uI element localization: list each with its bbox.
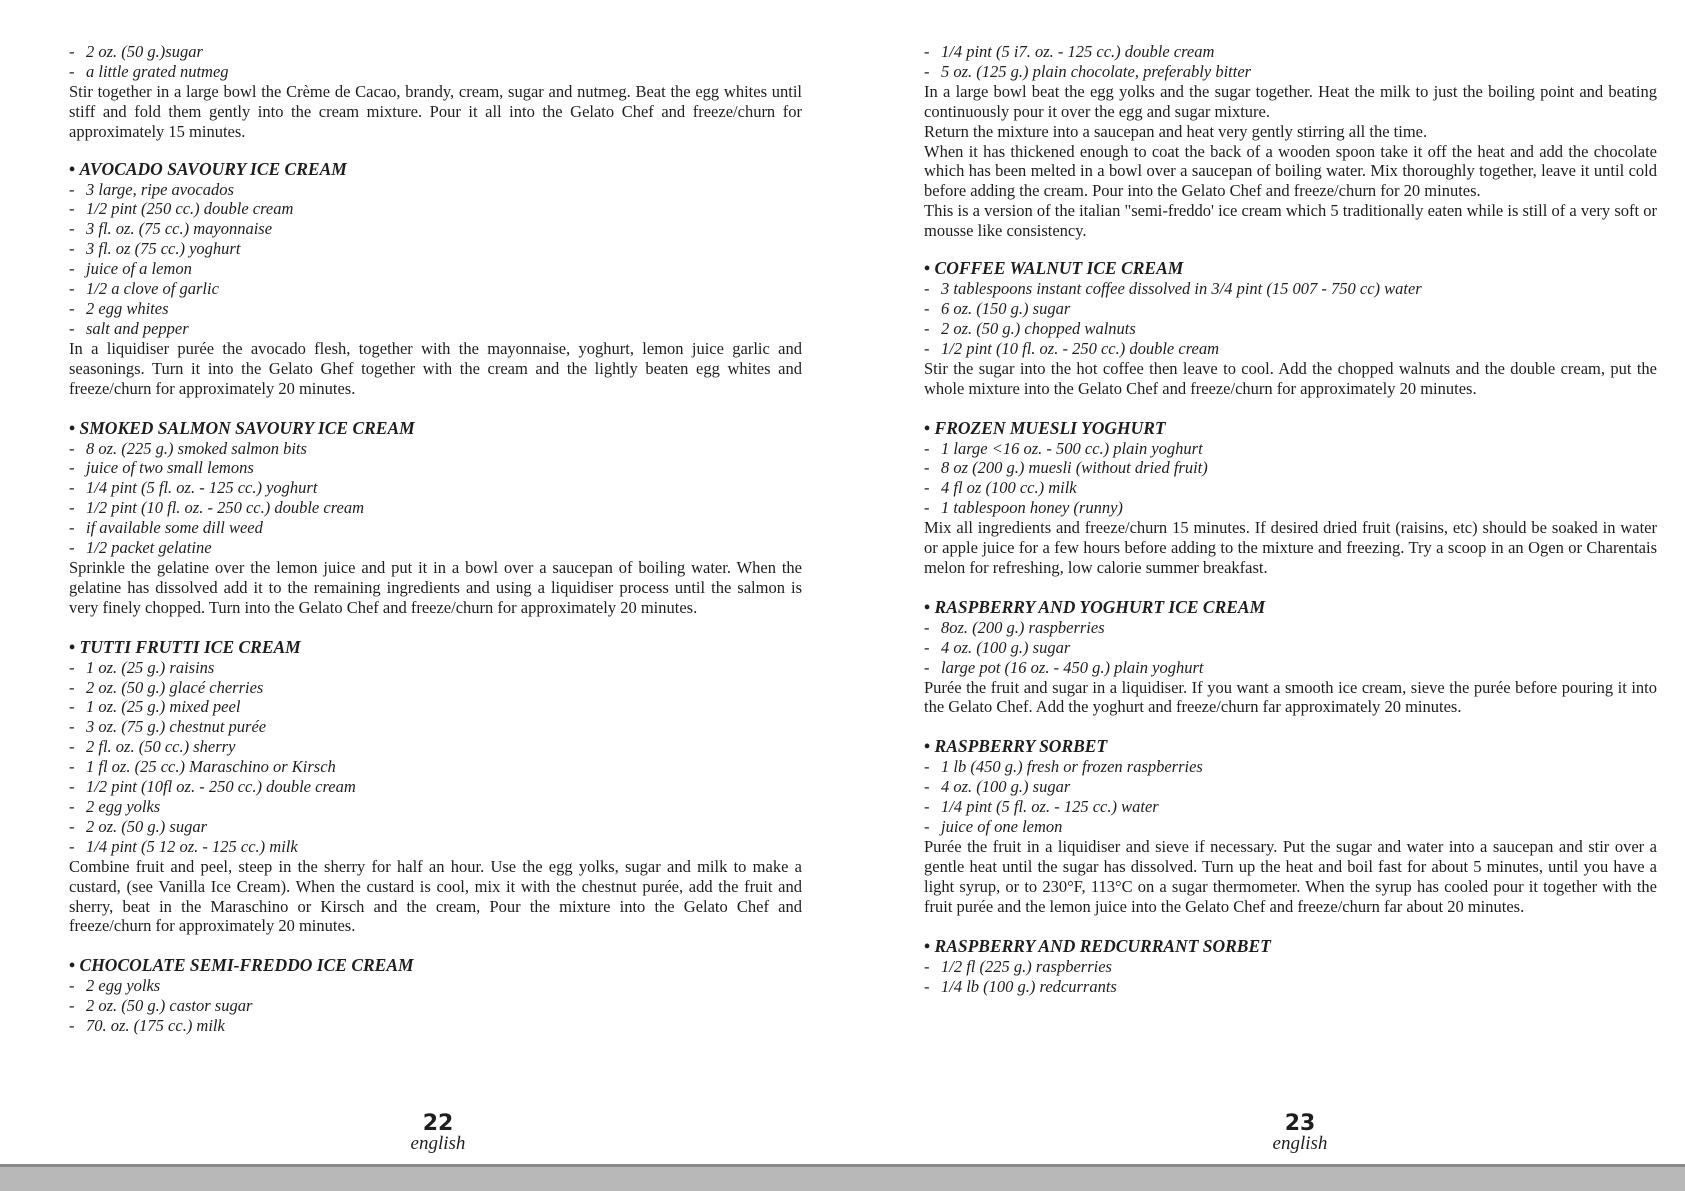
- method-paragraph: In a large bowl beat the egg yolks and the sugar together. Heat the milk to just the boiling point and beating continuously pour it over the egg and sugar mixture.: [924, 81, 1657, 121]
- ingredient-item: - 1 fl oz. (25 cc.) Maraschino or Kirsch: [69, 757, 802, 777]
- recipe-title: • AVOCADO SAVOURY ICE CREAM: [69, 159, 802, 180]
- recipe-ingredients: [924, 279, 1657, 359]
- recipe-section: [69, 418, 802, 618]
- method-paragraph: Stir together in a large bowl the Crème de Cacao, brandy, cream, sugar and nutmeg. Beat the egg whites until stiff and fold them gently into the cream mixture. Pour it all into the Gelato Chef and freeze/churn for approximately 15 minutes.: [69, 81, 802, 141]
- ingredient-item: - 1/2 a clove of garlic: [69, 279, 802, 299]
- recipe-title: • SMOKED SALMON SAVOURY ICE CREAM: [69, 418, 802, 439]
- ingredient-item: - 2 oz. (50 g.) chopped walnuts: [924, 319, 1657, 339]
- ingredient-item: - 4 oz. (100 g.) sugar: [924, 638, 1657, 658]
- recipe-title: • RASPBERRY AND YOGHURT ICE CREAM: [924, 597, 1657, 618]
- method-paragraph: Purée the fruit in a liquidiser and sieve if necessary. Put the sugar and water into a saucepan and stir over a gentle heat until the sugar has dissolved. Turn up the heat and boil fast for about 5 minutes, until you have a light syrup, or to 230°F, 113°C on a sugar thermometer. When the syrup has cooled pour it together with the fruit purée and the lemon juice into the Gelato Chef and freeze/churn far about 20 minutes.: [924, 837, 1657, 916]
- method-paragraph: This is a version of the italian "semi-freddo' ice cream which 5 traditionally eaten while is still of a very soft or mousse like consistency.: [924, 201, 1657, 241]
- recipe-method: [69, 339, 802, 399]
- recipe-title: • RASPBERRY SORBET: [924, 736, 1657, 757]
- method-paragraph: Sprinkle the gelatine over the lemon juice and put it in a bowl over a saucepan of boiling water. When the gelatine has dissolved add it to the remaining ingredients and using a liquidiser process until the salmon is very finely chopped. Turn into the Gelato Chef and freeze/churn for approximately 20 minutes.: [69, 557, 802, 617]
- ingredient-item: - 1/4 pint (5 fl. oz. - 125 cc.) water: [924, 797, 1657, 817]
- ingredient-item: - 4 fl oz (100 cc.) milk: [924, 478, 1657, 498]
- ingredient-item: - juice of two small lemons: [69, 458, 802, 478]
- recipe-section: [69, 955, 802, 1036]
- recipe-ingredients: [69, 976, 802, 1036]
- page-number-right: 23: [1284, 1111, 1316, 1136]
- scan-bottom-edge: [0, 1164, 1685, 1191]
- recipe-ingredients: [924, 618, 1657, 678]
- ingredient-item: - 2 oz. (50 g.)sugar: [69, 42, 802, 62]
- ingredient-item: - 1/4 pint (5 12 oz. - 125 cc.) milk: [69, 837, 802, 857]
- recipe-ingredients: [69, 439, 802, 558]
- ingredient-item: - juice of a lemon: [69, 259, 802, 279]
- recipe-ingredients: [924, 957, 1657, 997]
- ingredient-item: - 3 oz. (75 g.) chestnut purée: [69, 717, 802, 737]
- ingredient-item: - 1/4 pint (5 i7. oz. - 125 cc.) double cream: [924, 42, 1657, 62]
- ingredient-item: - 3 tablespoons instant coffee dissolved in 3/4 pint (15 007 - 750 cc) water: [924, 279, 1657, 299]
- ingredient-item: - salt and pepper: [69, 319, 802, 339]
- recipe-title: • RASPBERRY AND REDCURRANT SORBET: [924, 936, 1657, 957]
- ingredient-item: - 2 egg whites: [69, 299, 802, 319]
- right-column: [924, 42, 1657, 996]
- ingredient-item: - 1/4 pint (5 fl. oz. - 125 cc.) yoghurt: [69, 478, 802, 498]
- ingredient-item: - 3 fl. oz (75 cc.) yoghurt: [69, 239, 802, 259]
- recipe-method: [69, 857, 802, 937]
- ingredient-item: - 1/2 pint (10fl oz. - 250 cc.) double cream: [69, 777, 802, 797]
- recipe-section: [69, 637, 802, 937]
- ingredient-item: - 1 oz. (25 g.) raisins: [69, 658, 802, 678]
- recipe-method: [924, 678, 1657, 718]
- ingredient-item: - 1/2 pint (250 cc.) double cream: [69, 199, 802, 219]
- ingredient-item: - 70. oz. (175 cc.) milk: [69, 1016, 802, 1036]
- recipe-ingredients: [69, 658, 802, 857]
- ingredient-item: - a little grated nutmeg: [69, 62, 802, 82]
- page-language-right: english: [1272, 1133, 1328, 1154]
- ingredient-item: - 8 oz. (225 g.) smoked salmon bits: [69, 439, 802, 459]
- page-language-left: english: [410, 1133, 466, 1154]
- recipe-section: [924, 936, 1657, 997]
- page-number-left: 22: [422, 1111, 454, 1136]
- ingredient-item: - 8oz. (200 g.) raspberries: [924, 618, 1657, 638]
- recipe-section: [924, 418, 1657, 578]
- ingredient-item: - 2 fl. oz. (50 cc.) sherry: [69, 737, 802, 757]
- left-recipes: [69, 159, 802, 1037]
- ingredient-item: - 2 egg yolks: [69, 976, 802, 996]
- recipe-section: [924, 597, 1657, 718]
- left-intro-ingredients: [69, 42, 802, 82]
- ingredient-item: - 1/2 pint (10 fl. oz. - 250 cc.) double cream: [924, 339, 1657, 359]
- ingredient-item: - 1/2 pint (10 fl. oz. - 250 cc.) double cream: [69, 498, 802, 518]
- recipe-section: [924, 736, 1657, 916]
- ingredient-item: - 3 fl. oz. (75 cc.) mayonnaise: [69, 219, 802, 239]
- ingredient-item: - 2 oz. (50 g.) sugar: [69, 817, 802, 837]
- method-paragraph: Mix all ingredients and freeze/churn 15 minutes. If desired dried fruit (raisins, etc) should be soaked in water or apple juice for a few hours before adding to the mixture and freezing. Try a scoop in an Ogen or Charentais melon for refreshing, low calorie summer breakfast.: [924, 518, 1657, 577]
- recipe-title: • CHOCOLATE SEMI-FREDDO ICE CREAM: [69, 955, 802, 976]
- ingredient-item: - 3 large, ripe avocados: [69, 180, 802, 200]
- recipe-title: • FROZEN MUESLI YOGHURT: [924, 418, 1657, 439]
- method-paragraph: Purée the fruit and sugar in a liquidiser. If you want a smooth ice cream, sieve the purée before pouring it into the Gelato Chef. Add the yoghurt and freeze/churn far approximately 20 minutes.: [924, 677, 1657, 717]
- ingredient-item: - 4 oz. (100 g.) sugar: [924, 777, 1657, 797]
- ingredient-item: - juice of one lemon: [924, 817, 1657, 837]
- recipe-method: [69, 558, 802, 618]
- ingredient-item: - 2 oz. (50 g.) glacé cherries: [69, 678, 802, 698]
- ingredient-item: - 1/4 lb (100 g.) redcurrants: [924, 977, 1657, 997]
- method-paragraph: Return the mixture into a saucepan and heat very gently stirring all the time.: [924, 121, 1428, 141]
- left-page: [69, 0, 802, 1150]
- right-page: [924, 0, 1657, 1150]
- ingredient-item: - 1/2 fl (225 g.) raspberries: [924, 957, 1657, 977]
- ingredient-item: - 5 oz. (125 g.) plain chocolate, preferably bitter: [924, 62, 1657, 82]
- left-intro-method: [69, 82, 802, 142]
- ingredient-item: - 8 oz (200 g.) muesli (without dried fruit): [924, 458, 1657, 478]
- recipe-ingredients: [69, 180, 802, 339]
- method-paragraph: In a liquidiser purée the avocado flesh, together with the mayonnaise, yoghurt, lemon juice garlic and seasonings. Turn it into the Gelato Ghef together with the cream and the lightly beaten egg whites and freeze/churn for approximately 20 minutes.: [69, 338, 802, 398]
- ingredient-item: - 1 lb (450 g.) fresh or frozen raspberries: [924, 757, 1657, 777]
- recipe-ingredients: [924, 439, 1657, 519]
- method-paragraph: Combine fruit and peel, steep in the sherry for half an hour. Use the egg yolks, sugar and milk to make a custard, (see Vanilla Ice Cream). When the custard is cool, mix it with the chestnut purée, add the fruit and sherry, beat in the Maraschino or Kirsch and the cream, Pour the mixture into the Gelato Chef and freeze/churn for approximately 20 minutes.: [69, 856, 802, 936]
- right-intro-method: [924, 82, 1657, 241]
- recipe-method: [924, 359, 1657, 399]
- method-paragraph: Stir the sugar into the hot coffee then leave to cool. Add the chopped walnuts and the double cream, put the whole mixture into the Gelato Chef and freeze/churn for approximately 20 minutes.: [924, 358, 1657, 398]
- method-paragraph: When it has thickened enough to coat the back of a wooden spoon take it off the heat and add the chocolate which has been melted in a bowl over a saucepan of boiling water. Mix thoroughly together, leave it until cold before adding the cream. Pour into the Gelato Chef and freeze/churn for 20 minutes.: [924, 141, 1657, 201]
- recipe-title: • TUTTI FRUTTI ICE CREAM: [69, 637, 802, 658]
- recipe-method: [924, 518, 1657, 578]
- right-intro-ingredients: [924, 42, 1657, 82]
- ingredient-item: - 1 oz. (25 g.) mixed peel: [69, 697, 802, 717]
- ingredient-item: - 1 tablespoon honey (runny): [924, 498, 1657, 518]
- right-recipes: [924, 258, 1657, 996]
- recipe-section: [924, 258, 1657, 398]
- ingredient-item: - 2 egg yolks: [69, 797, 802, 817]
- recipe-title: • COFFEE WALNUT ICE CREAM: [924, 258, 1657, 279]
- recipe-section: [69, 159, 802, 399]
- ingredient-item: - 1/2 packet gelatine: [69, 538, 802, 558]
- ingredient-item: - 2 oz. (50 g.) castor sugar: [69, 996, 802, 1016]
- ingredient-item: - 1 large <16 oz. - 500 cc.) plain yoghurt: [924, 439, 1657, 459]
- ingredient-item: - large pot (16 oz. - 450 g.) plain yoghurt: [924, 658, 1657, 678]
- ingredient-item: - 6 oz. (150 g.) sugar: [924, 299, 1657, 319]
- ingredient-item: - if available some dill weed: [69, 518, 802, 538]
- recipe-method: [924, 837, 1657, 917]
- left-column: [69, 42, 802, 1036]
- recipe-ingredients: [924, 757, 1657, 837]
